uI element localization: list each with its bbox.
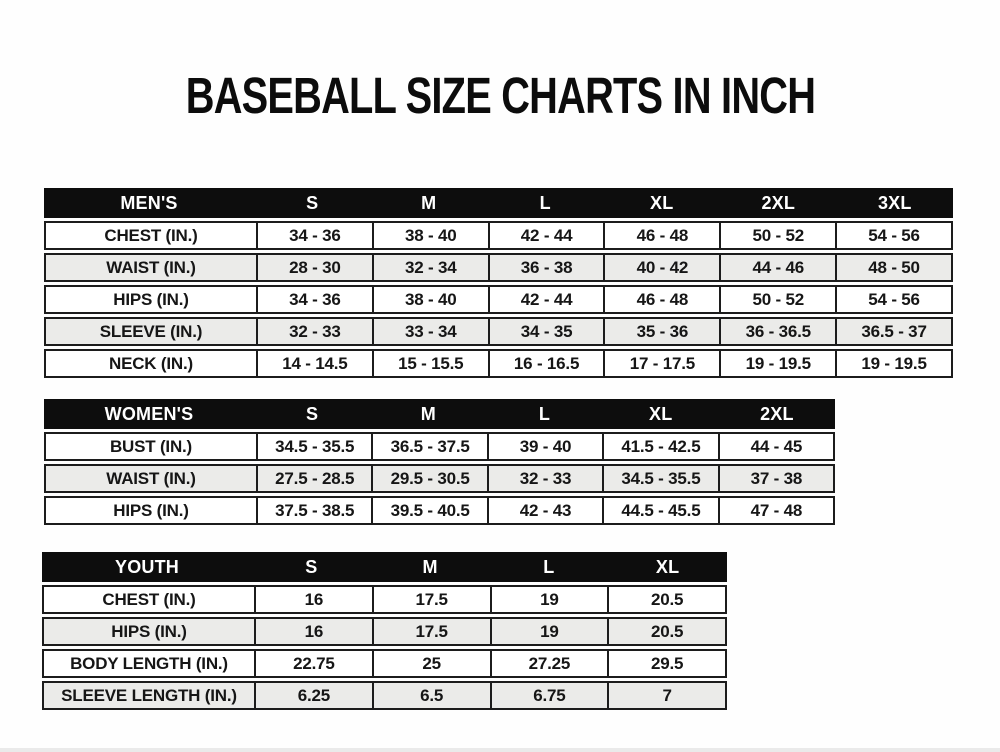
- mens-size-header-l: L: [539, 192, 551, 213]
- youth-value-cell: 19: [490, 619, 608, 644]
- mens-value-cell: 54 - 56: [835, 287, 951, 312]
- size-table-mens: [44, 188, 953, 378]
- youth-row-label: CHEST (IN.): [102, 589, 196, 609]
- womens-value-cell: 36.5 - 37.5: [371, 434, 486, 459]
- womens-value-cell: 29.5 - 30.5: [371, 466, 486, 491]
- youth-value-cell: 19: [490, 587, 608, 612]
- youth-value-cell: 25: [372, 651, 490, 676]
- youth-row-label: SLEEVE LENGTH (IN.): [61, 685, 237, 705]
- mens-value-cell: 14 - 14.5: [256, 351, 372, 376]
- womens-table-row: [44, 464, 835, 493]
- youth-value-cell: 6.5: [372, 683, 490, 708]
- mens-table-row: [44, 349, 953, 378]
- womens-group-label: WOMEN'S: [104, 403, 194, 424]
- youth-value-cell: 16: [254, 619, 372, 644]
- mens-value-cell: 15 - 15.5: [372, 351, 488, 376]
- youth-size-header-xl: XL: [655, 556, 680, 577]
- womens-size-header-xl: XL: [649, 403, 673, 424]
- youth-table-row: [42, 585, 727, 614]
- mens-value-cell: 44 - 46: [719, 255, 835, 280]
- mens-row-label: HIPS (IN.): [113, 289, 189, 309]
- youth-value-cell: 7: [607, 683, 725, 708]
- womens-value-cell: 34.5 - 35.5: [602, 466, 717, 491]
- youth-row-label: BODY LENGTH (IN.): [70, 653, 228, 673]
- mens-value-cell: 34 - 36: [256, 223, 372, 248]
- womens-value-cell: 47 - 48: [718, 498, 833, 523]
- mens-table-header-row: [44, 188, 953, 218]
- mens-value-cell: 38 - 40: [372, 223, 488, 248]
- mens-value-cell: 28 - 30: [256, 255, 372, 280]
- mens-value-cell: 34 - 35: [488, 319, 604, 344]
- mens-value-cell: 16 - 16.5: [488, 351, 604, 376]
- womens-value-cell: 37 - 38: [718, 466, 833, 491]
- youth-value-cell: 20.5: [607, 619, 725, 644]
- womens-value-cell: 44 - 45: [718, 434, 833, 459]
- womens-size-header-m: M: [420, 403, 436, 424]
- mens-value-cell: 19 - 19.5: [719, 351, 835, 376]
- mens-value-cell: 38 - 40: [372, 287, 488, 312]
- womens-value-cell: 44.5 - 45.5: [602, 498, 717, 523]
- mens-size-header-3xl: 3XL: [877, 192, 912, 213]
- mens-value-cell: 35 - 36: [603, 319, 719, 344]
- womens-row-label: BUST (IN.): [109, 436, 193, 456]
- womens-table-row: [44, 496, 835, 525]
- youth-group-label: YOUTH: [115, 556, 179, 577]
- womens-value-cell: 37.5 - 38.5: [256, 498, 371, 523]
- mens-table-row: [44, 253, 953, 282]
- womens-value-cell: 41.5 - 42.5: [602, 434, 717, 459]
- youth-value-cell: 27.25: [490, 651, 608, 676]
- page-title: [0, 67, 1000, 124]
- womens-size-header-2xl: 2XL: [760, 403, 794, 424]
- mens-size-header-xl: XL: [650, 192, 674, 213]
- mens-value-cell: 32 - 34: [372, 255, 488, 280]
- youth-value-cell: 22.75: [254, 651, 372, 676]
- womens-value-cell: 42 - 43: [487, 498, 602, 523]
- mens-value-cell: 33 - 34: [372, 319, 488, 344]
- mens-value-cell: 32 - 33: [256, 319, 372, 344]
- mens-value-cell: 34 - 36: [256, 287, 372, 312]
- mens-value-cell: 50 - 52: [719, 223, 835, 248]
- youth-row-label: HIPS (IN.): [111, 621, 187, 641]
- womens-row-label: WAIST (IN.): [106, 468, 196, 488]
- mens-value-cell: 40 - 42: [603, 255, 719, 280]
- mens-value-cell: 36 - 38: [488, 255, 604, 280]
- mens-group-label: MEN'S: [120, 192, 178, 213]
- size-table-youth: [42, 552, 727, 710]
- mens-value-cell: 42 - 44: [488, 287, 604, 312]
- womens-size-header-s: S: [305, 403, 319, 424]
- youth-table-header-row: [42, 552, 727, 582]
- youth-table-row: [42, 617, 727, 646]
- youth-value-cell: 20.5: [607, 587, 725, 612]
- mens-table-row: [44, 221, 953, 250]
- youth-size-header-l: L: [543, 556, 555, 577]
- page-title-text: BASEBALL SIZE CHARTS IN INCH: [185, 67, 815, 124]
- womens-table-row: [44, 432, 835, 461]
- youth-value-cell: 29.5: [607, 651, 725, 676]
- mens-value-cell: 19 - 19.5: [835, 351, 951, 376]
- mens-value-cell: 50 - 52: [719, 287, 835, 312]
- womens-size-header-l: L: [538, 403, 551, 424]
- youth-table-row: [42, 649, 727, 678]
- youth-value-cell: 6.75: [490, 683, 608, 708]
- womens-value-cell: 39.5 - 40.5: [371, 498, 486, 523]
- womens-value-cell: 34.5 - 35.5: [256, 434, 371, 459]
- page-bottom-edge: [0, 748, 1000, 752]
- youth-value-cell: 17.5: [372, 619, 490, 644]
- womens-value-cell: 27.5 - 28.5: [256, 466, 371, 491]
- youth-size-header-m: M: [422, 556, 438, 577]
- youth-value-cell: 6.25: [254, 683, 372, 708]
- mens-value-cell: 48 - 50: [835, 255, 951, 280]
- mens-value-cell: 36 - 36.5: [719, 319, 835, 344]
- mens-table-row: [44, 285, 953, 314]
- mens-value-cell: 54 - 56: [835, 223, 951, 248]
- youth-size-header-s: S: [305, 556, 318, 577]
- youth-table-row: [42, 681, 727, 710]
- womens-row-label: HIPS (IN.): [113, 500, 189, 520]
- womens-value-cell: 32 - 33: [487, 466, 602, 491]
- mens-size-header-2xl: 2XL: [761, 192, 796, 213]
- womens-table-header-row: [44, 399, 835, 429]
- mens-row-label: WAIST (IN.): [106, 257, 196, 277]
- mens-value-cell: 46 - 48: [603, 287, 719, 312]
- mens-value-cell: 17 - 17.5: [603, 351, 719, 376]
- youth-value-cell: 16: [254, 587, 372, 612]
- mens-row-label: CHEST (IN.): [104, 225, 198, 245]
- mens-value-cell: 46 - 48: [603, 223, 719, 248]
- size-table-womens: [44, 399, 835, 525]
- mens-size-header-s: S: [306, 192, 319, 213]
- youth-value-cell: 17.5: [372, 587, 490, 612]
- mens-table-row: [44, 317, 953, 346]
- mens-row-label: NECK (IN.): [109, 353, 193, 373]
- womens-value-cell: 39 - 40: [487, 434, 602, 459]
- mens-row-label: SLEEVE (IN.): [99, 321, 203, 341]
- mens-size-header-m: M: [421, 192, 437, 213]
- mens-value-cell: 42 - 44: [488, 223, 604, 248]
- mens-value-cell: 36.5 - 37: [835, 319, 951, 344]
